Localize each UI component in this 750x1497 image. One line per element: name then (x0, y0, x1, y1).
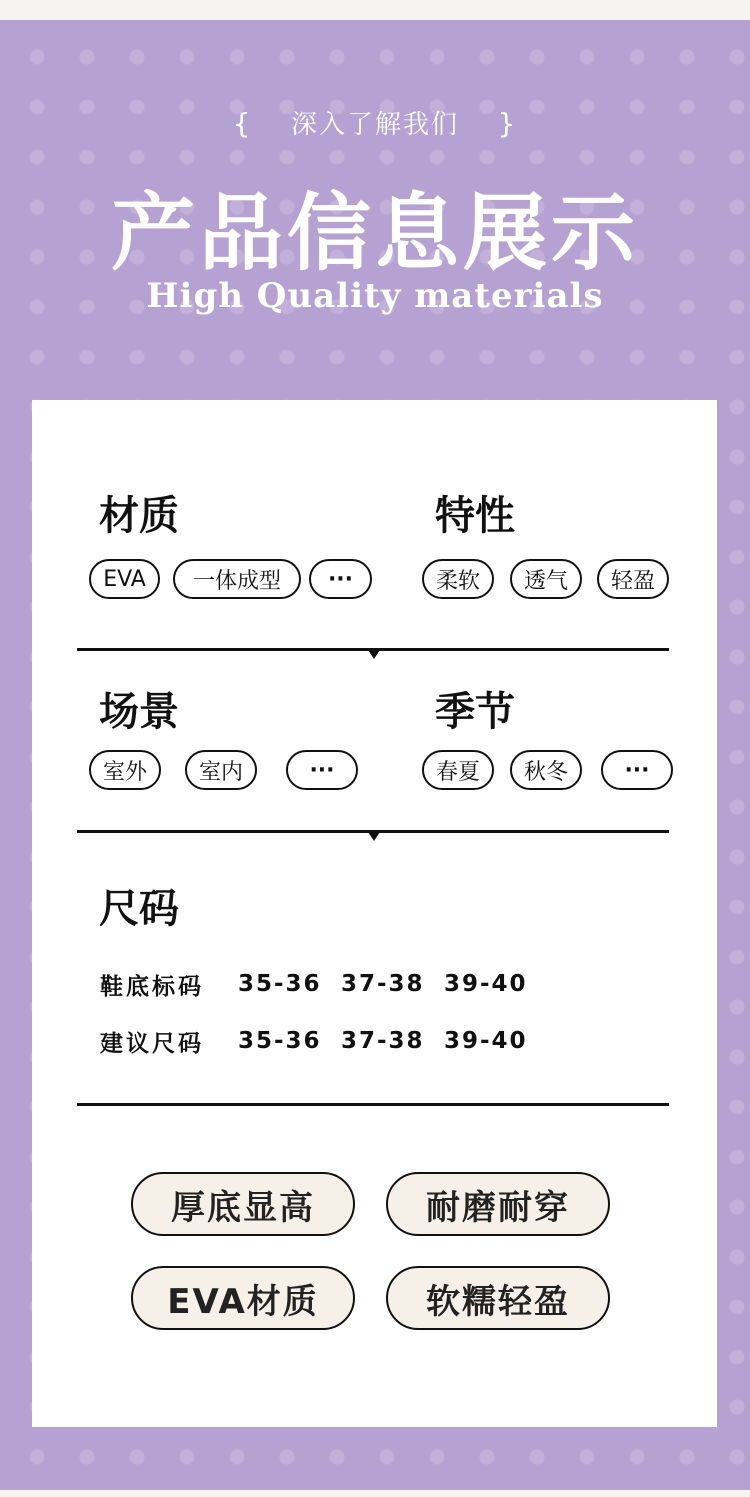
feature-tag-light: 轻盈 (597, 559, 669, 599)
material-heading: 材质 (99, 493, 179, 539)
size-row-label: 鞋底标码 (100, 973, 204, 1000)
size-row-label: 建议尺码 (100, 1030, 204, 1057)
size-row-suggested (100, 1025, 547, 1057)
divider-marker (368, 832, 380, 841)
highlight-eva-material: EVA材质 (131, 1266, 355, 1330)
season-heading: 季节 (435, 689, 515, 735)
subtitle-open-brace: { (232, 107, 253, 140)
highlight-thick-sole: 厚底显高 (131, 1172, 355, 1236)
scene-tag-outdoor: 室外 (89, 750, 161, 790)
size-value: 39-40 (444, 971, 528, 997)
season-tag-more: ··· (601, 750, 673, 790)
material-tag-more: ··· (309, 559, 372, 599)
size-row-sole (100, 968, 547, 1000)
size-value: 37-38 (341, 1028, 425, 1054)
scene-heading: 场景 (99, 689, 179, 735)
highlight-soft-light: 软糯轻盈 (386, 1266, 610, 1330)
page-title-english: High Quality materials (146, 276, 604, 316)
feature-heading: 特性 (435, 493, 515, 539)
size-heading: 尺码 (99, 886, 179, 932)
material-tag-eva: EVA (89, 559, 160, 599)
divider (77, 1103, 669, 1106)
feature-tag-soft: 柔软 (422, 559, 494, 599)
subtitle-close-brace: } (497, 107, 518, 140)
subtitle-text: 深入了解我们 (290, 110, 459, 140)
scene-tag-more: ··· (286, 750, 358, 790)
size-value: 35-36 (238, 1028, 322, 1054)
page-title: 产品信息展示 (110, 184, 639, 282)
season-tag-autumn-winter: 秋冬 (510, 750, 582, 790)
header-banner (0, 20, 750, 400)
size-value: 37-38 (341, 971, 425, 997)
size-value: 35-36 (238, 971, 322, 997)
header-subtitle (0, 104, 750, 141)
season-tag-spring-summer: 春夏 (422, 750, 494, 790)
material-tag-one-piece: 一体成型 (173, 559, 301, 599)
highlight-wear-resistant: 耐磨耐穿 (386, 1172, 610, 1236)
info-card (32, 400, 717, 1427)
divider-marker (368, 650, 380, 659)
feature-tag-breathable: 透气 (510, 559, 582, 599)
scene-tag-indoor: 室内 (185, 750, 257, 790)
size-value: 39-40 (444, 1028, 528, 1054)
